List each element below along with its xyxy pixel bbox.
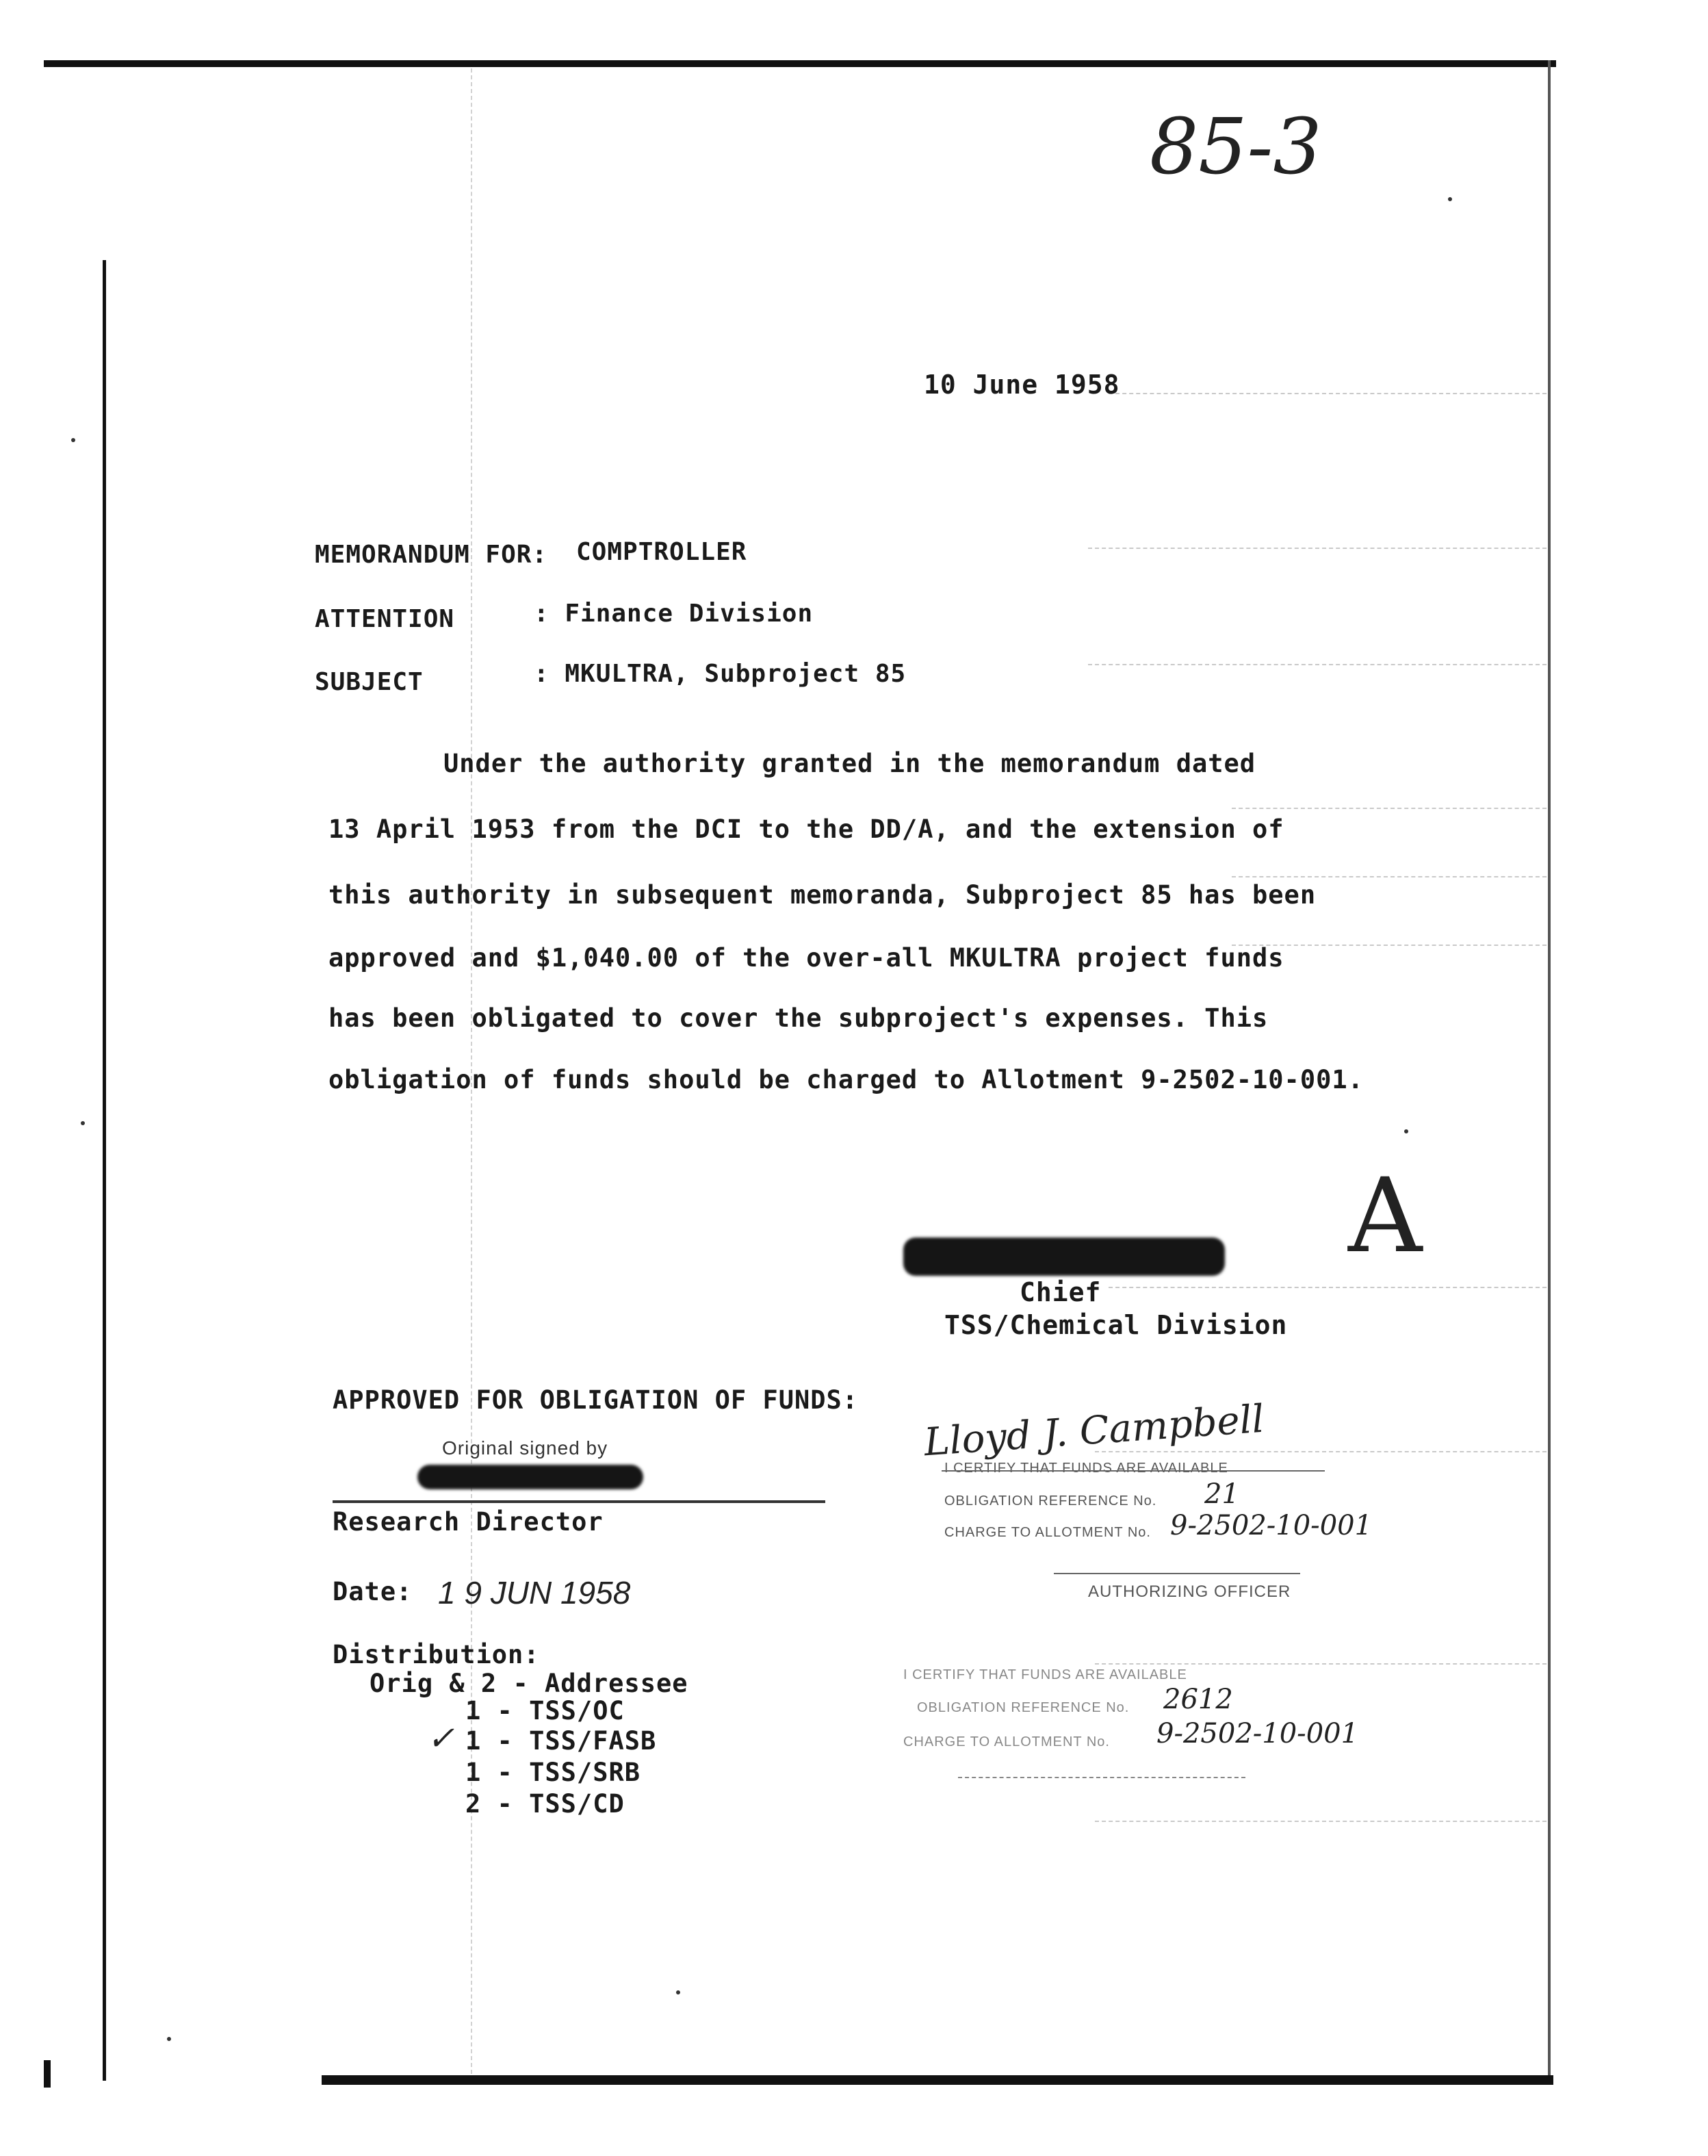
- body-line: 13 April 1953 from the DCI to the DD/A, and the extension of: [328, 814, 1284, 844]
- date-label: Date:: [333, 1577, 413, 1606]
- check-mark-icon: ✓: [427, 1719, 455, 1758]
- stamp1-strike: [942, 1470, 1325, 1472]
- bottom-left-edge: [44, 2060, 51, 2088]
- scan-artifact: [1095, 1451, 1547, 1452]
- distribution-line: 1 - TSS/FASB: [465, 1726, 657, 1756]
- approval-heading: APPROVED FOR OBLIGATION OF FUNDS:: [333, 1385, 859, 1415]
- scan-speck: [81, 1121, 85, 1125]
- bottom-scan-edge: [322, 2075, 1553, 2085]
- redacted-approver: [417, 1465, 643, 1489]
- scan-artifact: [1232, 876, 1547, 877]
- top-scan-edge: [44, 60, 1556, 67]
- memo-date: 10 June 1958: [924, 370, 1120, 400]
- body-line: has been obligated to cover the subproject's expenses. This: [328, 1003, 1269, 1033]
- scan-artifact: [1088, 548, 1547, 549]
- stamp2-certify-line: I CERTIFY THAT FUNDS ARE AVAILABLE: [903, 1667, 1187, 1682]
- scan-speck: [1448, 197, 1452, 201]
- left-scan-edge: [103, 260, 106, 2081]
- approval-date-stamp: 1 9 JUN 1958: [438, 1575, 631, 1610]
- distribution-line: Orig & 2 - Addressee: [370, 1669, 688, 1698]
- scan-artifact: [1088, 664, 1547, 665]
- scan-speck: [676, 1990, 680, 1994]
- certifying-signature: Lloyd J. Campbell: [922, 1396, 1266, 1465]
- stamp2-rule: [958, 1777, 1245, 1778]
- stamp2-reference-label: OBLIGATION REFERENCE No.: [917, 1700, 1130, 1715]
- subject-label: SUBJECT: [315, 668, 424, 696]
- attention-label: ATTENTION: [315, 605, 455, 633]
- distribution-heading: Distribution:: [333, 1640, 540, 1669]
- redacted-signature: [903, 1237, 1225, 1276]
- distribution-line: 2 - TSS/CD: [465, 1789, 625, 1819]
- scan-artifact: [1109, 393, 1547, 394]
- body-line: Under the authority granted in the memorandum dated: [443, 749, 1256, 778]
- signature-title: Chief: [1020, 1277, 1102, 1307]
- signature-rule: [333, 1500, 825, 1503]
- stamp1-certify-line: I CERTIFY THAT FUNDS ARE AVAILABLE: [944, 1461, 1228, 1476]
- body-line: this authority in subsequent memoranda, Subproject 85 has been: [328, 880, 1317, 910]
- stamp2-allotment-label: CHARGE TO ALLOTMENT No.: [903, 1734, 1110, 1749]
- stamp1-officer-rule: [1054, 1573, 1300, 1574]
- memorandum-for-value: COMPTROLLER: [576, 538, 747, 566]
- subject-value: : MKULTRA, Subproject 85: [534, 660, 907, 688]
- attention-value: : Finance Division: [534, 600, 814, 628]
- distribution-line: 1 - TSS/SRB: [465, 1758, 641, 1787]
- file-number: 85-3: [1150, 103, 1322, 192]
- right-scan-edge: [1548, 60, 1551, 2079]
- scan-artifact: [1232, 808, 1547, 809]
- scan-artifact: [1095, 1821, 1547, 1822]
- signature-division: TSS/Chemical Division: [944, 1310, 1288, 1340]
- stamp2-reference-value: 2612: [1163, 1684, 1233, 1715]
- scan-artifact: [1109, 1287, 1547, 1288]
- scan-speck: [71, 438, 75, 442]
- memorandum-for-label: MEMORANDUM FOR:: [315, 541, 548, 569]
- handwritten-mark: A: [1348, 1157, 1423, 1276]
- stamp1-reference-label: OBLIGATION REFERENCE No.: [944, 1493, 1157, 1509]
- scan-speck: [167, 2037, 171, 2041]
- body-line: obligation of funds should be charged to Allotment 9-2502-10-001.: [328, 1065, 1364, 1094]
- stamp1-allotment-value: 9-2502-10-001: [1170, 1510, 1373, 1541]
- scan-speck: [1404, 1129, 1408, 1133]
- distribution-line: 1 - TSS/OC: [465, 1696, 625, 1725]
- stamp1-allotment-label: CHARGE TO ALLOTMENT No.: [944, 1525, 1151, 1540]
- scan-artifact: [1095, 1663, 1547, 1665]
- stamp1-officer: AUTHORIZING OFFICER: [1088, 1582, 1291, 1601]
- original-signed-note: Original signed by: [442, 1437, 608, 1459]
- stamp1-reference-value: 21: [1204, 1478, 1239, 1510]
- body-line: approved and $1,040.00 of the over-all MKULTRA project funds: [328, 943, 1284, 973]
- stamp2-allotment-value: 9-2502-10-001: [1156, 1718, 1359, 1749]
- approver-role: Research Director: [333, 1507, 604, 1537]
